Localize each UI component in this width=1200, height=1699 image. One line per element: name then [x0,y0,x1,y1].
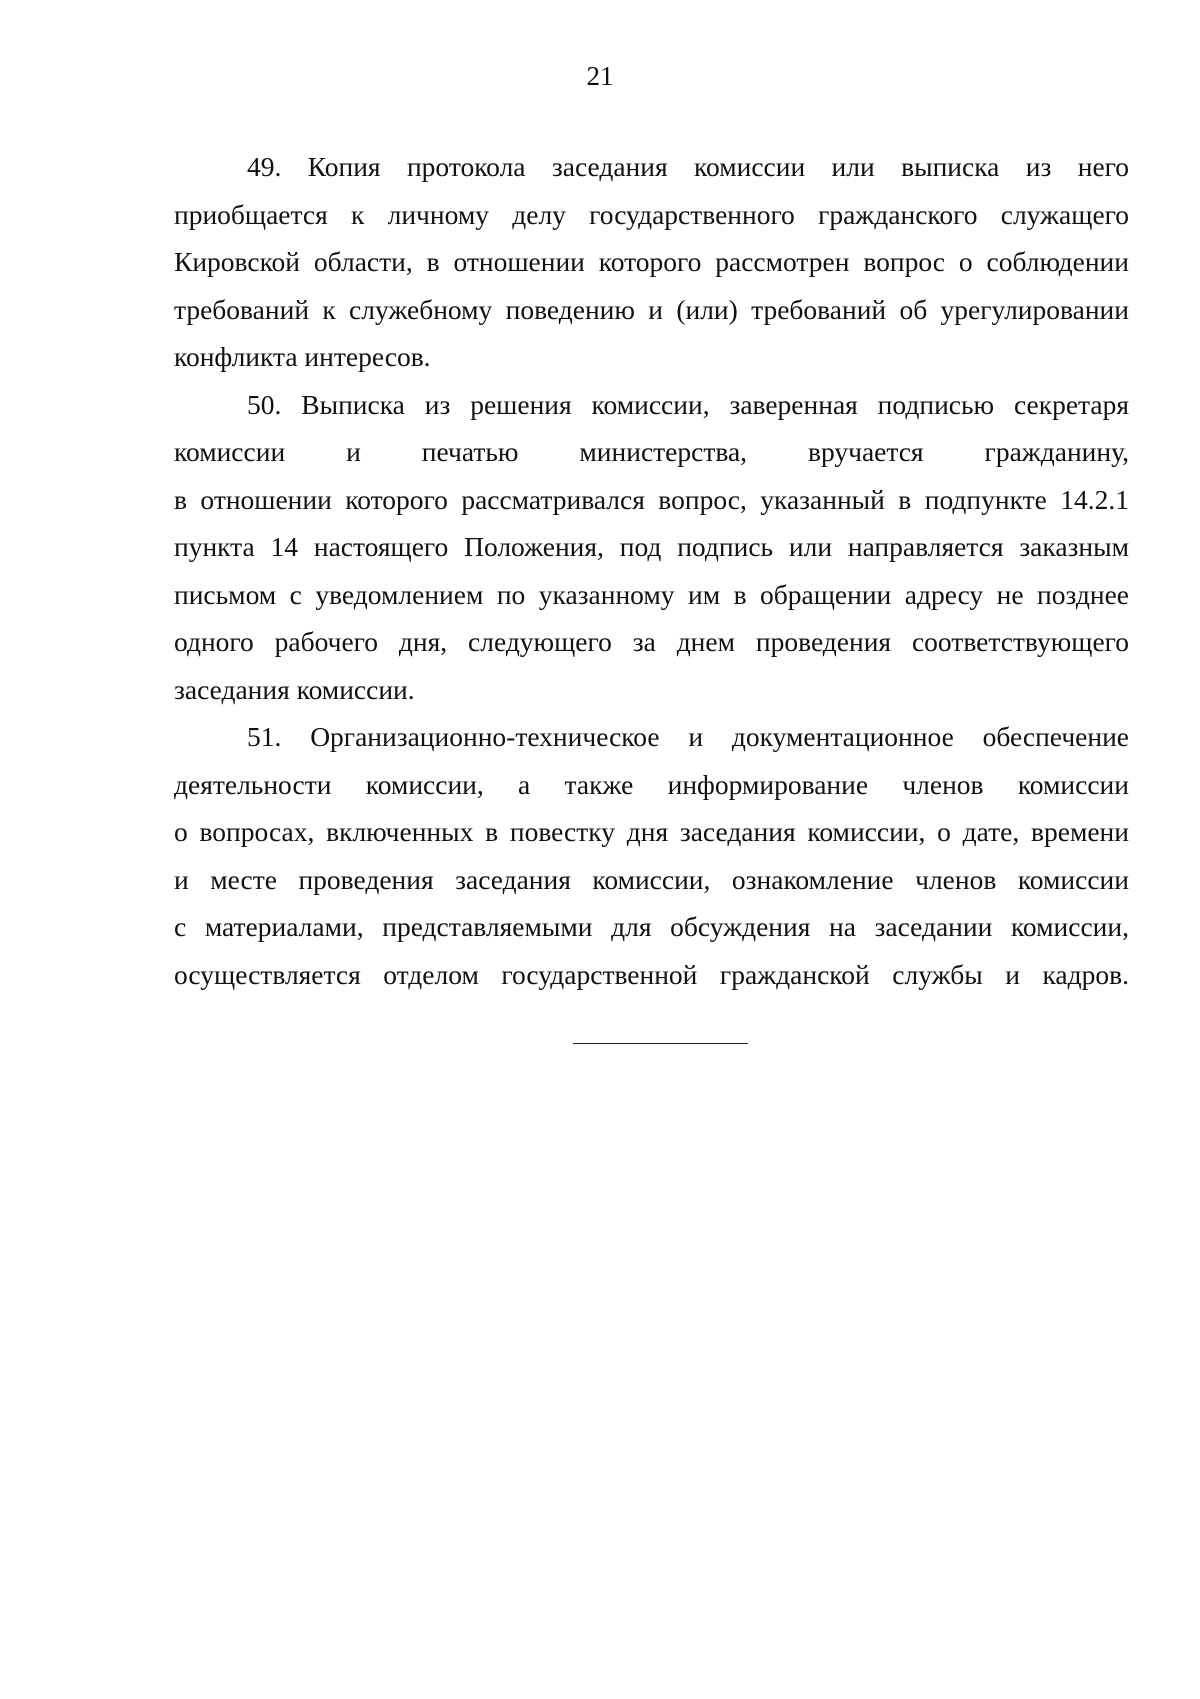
text-line: требований к служебному поведению и (или) требований об урегулировании [174,293,1129,325]
text-line: конфликта интересов. [174,341,431,372]
text-line: пункта 14 настоящего Положения, под подпись или направляется заказным [174,531,1129,562]
text-line: приобщается к личному делу государственного гражданского служащего [174,198,1129,230]
paragraph-50 [174,381,1129,714]
paragraph-49 [174,143,1129,381]
text-line: деятельности комиссии, а также информирование членов комиссии [174,768,1129,800]
text-line: о вопросах, включенных в повестку дня заседания комиссии, о дате, времени [174,816,1129,847]
text-line: в отношении которого рассматривался вопрос, указанный в подпункте 14.2.1 [174,483,1129,515]
document-body [174,143,1129,998]
text-line: Кировской области, в отношении которого рассмотрен вопрос о соблюдении [174,246,1129,277]
text-line: осуществляется отделом государственной гражданской службы и кадров. [174,958,1129,990]
text-line: 50. Выписка из решения комиссии, заверенная подписью секретаря [247,388,1129,420]
text-line: письмом с уведомлением по указанному им в обращении адресу не позднее [174,578,1129,610]
text-line: 51. Организационно-техническое и документационное обеспечение [247,721,1129,752]
text-line: заседания комиссии. [174,673,415,705]
text-line: одного рабочего дня, следующего за днем проведения соответствующего [174,626,1129,657]
page-number: 21 [586,61,614,91]
text-line: 49. Копия протокола заседания комиссии или выписка из него [247,151,1129,182]
paragraph-51 [174,713,1129,998]
text-line: и месте проведения заседания комиссии, ознакомление членов комиссии [174,863,1129,895]
text-line: комиссии и печатью министерства, вручается гражданину, [174,436,1129,467]
end-of-document-rule [573,1043,748,1044]
text-line: с материалами, представляемыми для обсуждения на заседании комиссии, [174,911,1129,942]
